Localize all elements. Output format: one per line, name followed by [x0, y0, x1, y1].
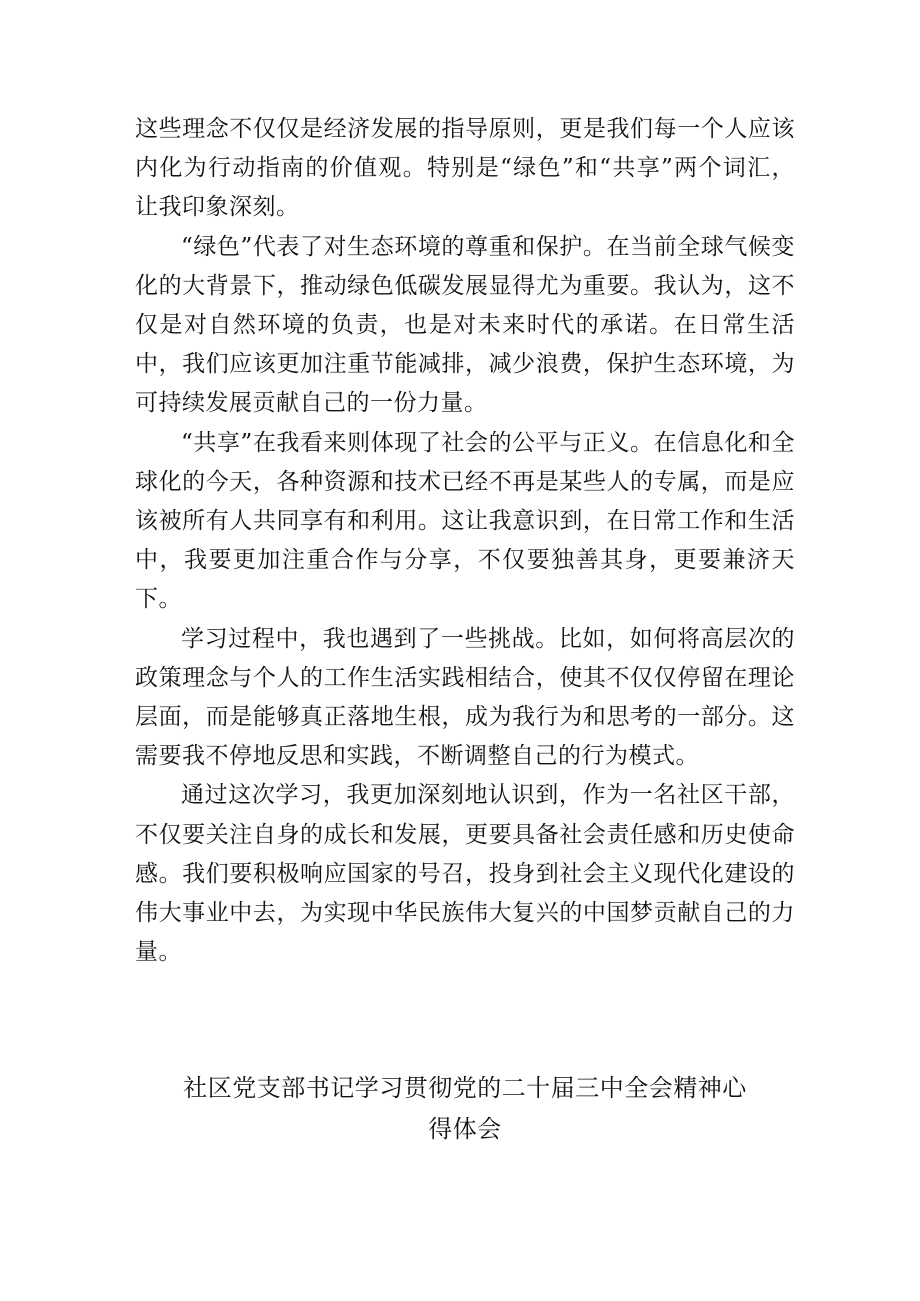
title-line-2: 得体会	[428, 1115, 502, 1143]
paragraph-conclusion: 通过这次学习，我更加深刻地认识到，作为一名社区干部，不仅要关注自身的成长和发展，更要具备社会责任感和历史使命感。我们要积极响应国家的号召，投身到社会主义现代化建设的伟大事业中去，为实现中华民族伟大复兴的中国梦贡献自己的力量。	[135, 782, 795, 966]
paragraph-green: “绿色”代表了对生态环境的尊重和保护。在当前全球气候变化的大背景下，推动绿色低碳发展显得尤为重要。我认为，这不仅是对自然环境的负责，也是对未来时代的承诺。在日常生活中，我们应该更加注重节能减排，减少浪费，保护生态环境，为可持续发展贡献自己的一份力量。	[135, 233, 795, 417]
paragraph-sharing: “共享”在我看来则体现了社会的公平与正义。在信息化和全球化的今天，各种资源和技术已经不再是某些人的专属，而是应该被所有人共同享有和利用。这让我意识到，在日常工作和生活中，我要更加注重合作与分享，不仅要独善其身，更要兼济天下。	[135, 429, 795, 613]
paragraph-challenges: 学习过程中，我也遇到了一些挑战。比如，如何将高层次的政策理念与个人的工作生活实践相结合，使其不仅仅停留在理论层面，而是能够真正落地生根，成为我行为和思考的一部分。这需要我不停地反思和实践，不断调整自己的行为模式。	[135, 625, 795, 770]
paragraph-continuation: 这些理念不仅仅是经济发展的指导原则，更是我们每一个人应该内化为行动指南的价值观。特别是“绿色”和“共享”两个词汇，让我印象深刻。	[135, 116, 795, 221]
title-line-1: 社区党支部书记学习贯彻党的二十届三中全会精神心	[183, 1074, 747, 1102]
document-body	[135, 110, 795, 972]
next-article-title	[120, 1068, 810, 1150]
